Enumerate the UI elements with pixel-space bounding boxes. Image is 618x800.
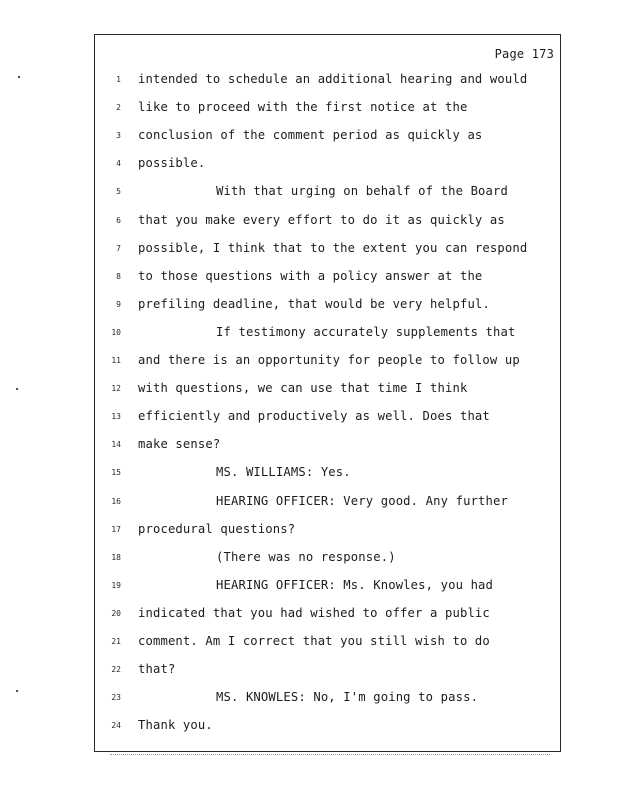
line-number: 10 [111, 327, 121, 337]
transcript-line [95, 690, 560, 706]
transcript-line [95, 381, 560, 397]
line-number: 2 [116, 103, 121, 113]
transcript-line [95, 184, 560, 200]
line-text: intended to schedule an additional hearing and would [138, 72, 528, 86]
line-text: make sense? [138, 437, 221, 452]
transcript-line [95, 578, 560, 594]
transcript-line [95, 606, 560, 622]
line-number: 24 [111, 721, 121, 731]
line-text: indicated that you had wished to offer a public [138, 605, 490, 620]
margin-mark [18, 76, 20, 78]
line-number: 7 [116, 243, 121, 253]
line-number: 3 [116, 131, 121, 141]
line-text: like to proceed with the first notice at the [138, 100, 468, 115]
transcript-line [95, 634, 560, 650]
line-number: 14 [111, 440, 121, 450]
transcript-line [95, 72, 560, 88]
line-text: conclusion of the comment period as quickly as [138, 128, 483, 143]
transcript-line [95, 550, 560, 566]
line-number: 4 [116, 159, 121, 169]
transcript-line [95, 662, 560, 678]
line-text: MS. WILLIAMS: Yes. [216, 465, 351, 480]
transcript-line [95, 241, 560, 257]
line-number: 13 [111, 412, 121, 422]
line-text: MS. KNOWLES: No, I'm going to pass. [216, 690, 479, 705]
line-number: 9 [116, 299, 121, 309]
line-number: 8 [116, 271, 121, 281]
line-text: that? [138, 662, 176, 677]
line-number: 15 [111, 468, 121, 478]
margin-mark [16, 690, 18, 692]
line-text: procedural questions? [138, 521, 296, 536]
line-number: 18 [111, 552, 121, 562]
line-text: If testimony accurately supplements that [216, 324, 516, 339]
transcript-line [95, 269, 560, 285]
margin-mark [16, 388, 18, 390]
transcript-line [95, 128, 560, 144]
line-number: 1 [116, 75, 121, 84]
transcript-line [95, 522, 560, 538]
transcript-line [95, 297, 560, 313]
transcript-line [95, 353, 560, 369]
transcript-line [95, 718, 560, 734]
line-number: 21 [111, 637, 121, 646]
line-text: HEARING OFFICER: Ms. Knowles, you had [216, 577, 494, 592]
line-number: 22 [111, 665, 121, 675]
line-number: 12 [111, 384, 121, 394]
line-text: and there is an opportunity for people to follow up [138, 353, 520, 367]
line-text: efficiently and productively as well. Does that [138, 409, 490, 424]
line-number: 20 [111, 608, 121, 618]
line-text: that you make every effort to do it as quickly as [138, 212, 505, 227]
transcript-line [95, 100, 560, 116]
line-number: 6 [116, 215, 121, 225]
scan-noise [110, 754, 550, 756]
line-text: Thank you. [138, 718, 213, 733]
line-text: to those questions with a policy answer at the [138, 268, 483, 283]
transcript-line [95, 213, 560, 229]
line-text: possible. [138, 156, 206, 171]
transcript-line [95, 437, 560, 453]
line-text: with questions, we can use that time I think [138, 381, 468, 396]
line-text: prefiling deadline, that would be very helpful. [138, 296, 490, 311]
line-text: possible, I think that to the extent you can respond [138, 240, 528, 255]
line-number: 5 [116, 187, 121, 197]
line-text: With that urging on behalf of the Board [216, 184, 509, 199]
line-number: 17 [111, 524, 121, 534]
line-text: comment. Am I correct that you still wish to do [138, 634, 490, 648]
transcript-line [95, 494, 560, 510]
line-number: 23 [111, 693, 121, 703]
line-number: 16 [111, 496, 121, 506]
transcript-line [95, 325, 560, 341]
transcript-line [95, 409, 560, 425]
transcript-line [95, 156, 560, 172]
transcript-page-frame [94, 34, 561, 752]
line-text: HEARING OFFICER: Very good. Any further [216, 493, 509, 508]
line-text: (There was no response.) [216, 549, 396, 564]
line-number: 11 [111, 356, 121, 365]
line-number: 19 [111, 580, 121, 590]
transcript-line [95, 465, 560, 481]
page-number-label: Page 173 [494, 47, 554, 61]
